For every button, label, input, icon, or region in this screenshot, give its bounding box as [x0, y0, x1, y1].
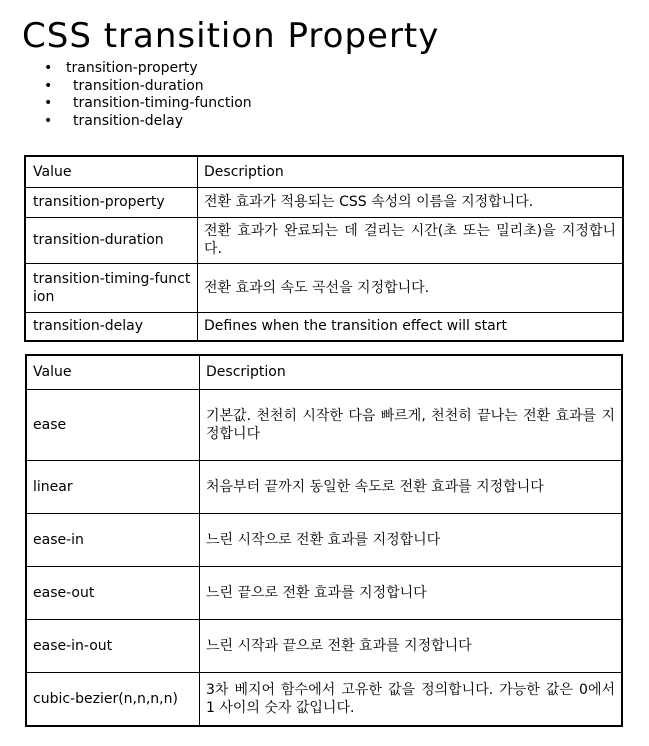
value-cell: cubic-bezier(n,n,n,n) [26, 672, 200, 726]
table-row [26, 389, 622, 460]
bullet-list [40, 60, 252, 130]
description-cell: Defines when the transition effect will start [198, 312, 624, 341]
property-table [24, 155, 624, 342]
value-cell: ease-out [26, 566, 200, 619]
table-row [26, 672, 622, 726]
description-cell: 느린 시작으로 전환 효과를 지정합니다 [200, 513, 623, 566]
description-cell: 전환 효과가 완료되는 데 걸리는 시간(초 또는 밀리초)을 지정합니다. [198, 217, 624, 263]
list-item-text: transition-delay [73, 112, 184, 129]
bullet-marker: • [44, 60, 53, 76]
page-title: CSS transition Property [22, 16, 440, 56]
list-item [40, 113, 252, 131]
table-row [26, 619, 622, 672]
bullet-marker: • [44, 112, 53, 129]
list-item-text: transition-property [66, 60, 198, 76]
timing-function-table [25, 354, 623, 727]
value-cell: ease-in-out [26, 619, 200, 672]
description-cell: 기본값. 천천히 시작한 다음 빠르게, 천천히 끝나는 전환 효과를 지정합니다 [200, 389, 623, 460]
table-row [26, 566, 622, 619]
list-item-text: transition-timing-function [73, 95, 252, 111]
description-cell: 처음부터 끝까지 동일한 속도로 전환 효과를 지정합니다 [200, 460, 623, 513]
description-cell: 전환 효과의 속도 곡선을 지정합니다. [198, 263, 624, 312]
table-row [25, 187, 623, 217]
table-row [26, 513, 622, 566]
table-header-row [25, 156, 623, 187]
list-item-text: transition-duration [73, 77, 204, 94]
description-cell: 느린 끝으로 전환 효과를 지정합니다 [200, 566, 623, 619]
value-cell: transition-property [25, 187, 198, 217]
list-item [40, 95, 252, 113]
header-cell-value: Value [25, 156, 198, 187]
bullet-marker: • [44, 77, 53, 94]
table-row [25, 217, 623, 263]
table-row [25, 312, 623, 341]
value-cell: linear [26, 460, 200, 513]
list-item [40, 78, 252, 96]
description-cell: 느린 시작과 끝으로 전환 효과를 지정합니다 [200, 619, 623, 672]
header-cell-value: Value [26, 355, 200, 389]
table-row [25, 263, 623, 312]
value-cell: transition-delay [25, 312, 198, 341]
value-cell: transition-timing-function [25, 263, 198, 312]
value-cell: ease-in [26, 513, 200, 566]
table-header-row [26, 355, 622, 389]
header-cell-description: Description [198, 156, 624, 187]
description-cell: 전환 효과가 적용되는 CSS 속성의 이름을 지정합니다. [198, 187, 624, 217]
table-row [26, 460, 622, 513]
list-item [40, 60, 252, 78]
value-cell: ease [26, 389, 200, 460]
header-cell-description: Description [200, 355, 623, 389]
value-cell: transition-duration [25, 217, 198, 263]
bullet-marker: • [44, 95, 53, 111]
description-cell: 3차 베지어 함수에서 고유한 값을 정의합니다. 가능한 값은 0에서 1 사이의 숫자 값입니다. [200, 672, 623, 726]
